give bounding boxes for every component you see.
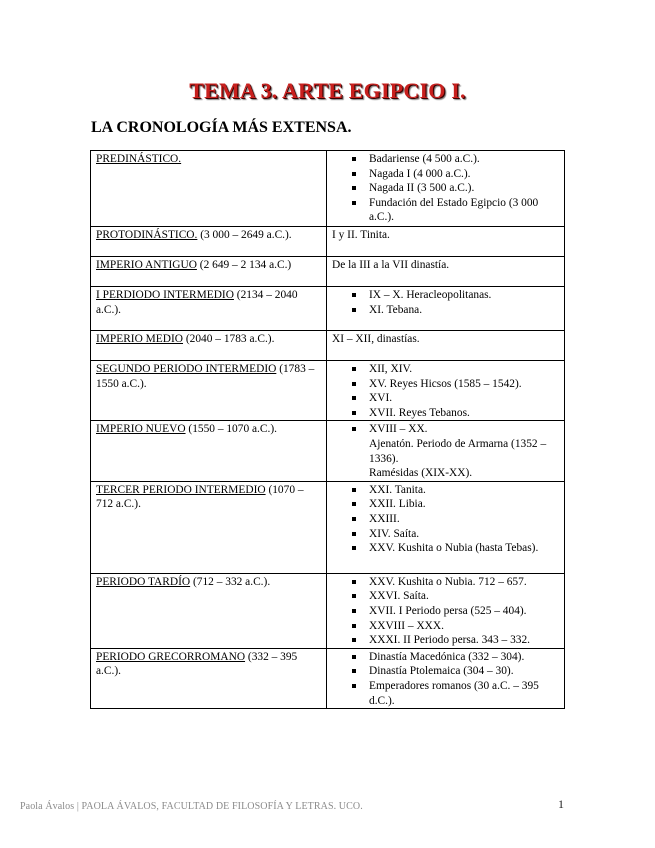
period-cell: [91, 481, 327, 573]
period-name: SEGUNDO PERIODO INTERMEDIO: [96, 363, 277, 375]
period-cell: [91, 421, 327, 481]
dynasty-cell: [327, 421, 565, 481]
period-range: (1783 – 1550 a.C.).: [96, 363, 315, 390]
dynasty-list: [332, 575, 560, 648]
list-item: XXVI. Saíta.: [369, 589, 560, 604]
dynasty-list: [332, 422, 560, 480]
document-title: TEMA 3. ARTE EGIPCIO I.: [189, 78, 466, 103]
list-item: Fundación del Estado Egipcio (3 000 a.C.).: [369, 196, 560, 225]
list-item: XXXI. II Periodo persa. 343 – 332.: [369, 633, 560, 648]
list-item: Badariense (4 500 a.C.).: [369, 152, 560, 167]
list-item: Nagada I (4 000 a.C.).: [369, 167, 560, 182]
period-name: IMPERIO MEDIO: [96, 333, 184, 345]
list-item: XII, XIV.: [369, 362, 560, 377]
dynasty-cell: [327, 257, 565, 287]
dynasty-cell: [327, 361, 565, 421]
table-row: [91, 421, 565, 481]
list-item: XI. Tebana.: [369, 303, 560, 318]
table-row: [91, 151, 565, 227]
period-cell: [91, 257, 327, 287]
section-heading: LA CRONOLOGÍA MÁS EXTENSA.: [91, 119, 352, 136]
list-item: XXII. Libia.: [369, 497, 560, 512]
table-row: [91, 287, 565, 331]
list-item: Dinastía Macedónica (332 – 304).: [369, 650, 560, 665]
chronology-table: [90, 150, 565, 709]
dynasty-list: [332, 362, 560, 420]
period-range: (2040 – 1783 a.C.).: [183, 333, 275, 345]
dynasty-cell: [327, 481, 565, 573]
period-cell: [91, 287, 327, 331]
period-name: TERCER PERIODO INTERMEDIO: [96, 483, 266, 496]
list-item: XXV. Kushita o Nubia. 712 – 657.: [369, 575, 560, 590]
period-name: IMPERIO ANTIGUO: [96, 259, 197, 271]
period-name: PERIODO TARDÍO: [96, 575, 191, 588]
period-name: PREDINÁSTICO.: [96, 153, 182, 165]
period-range: (332 – 395 a.C.).: [96, 650, 298, 678]
dynasty-text: De la III a la VII dinastía.: [332, 259, 450, 271]
dynasty-cell: [327, 331, 565, 361]
period-cell: [91, 648, 327, 708]
dynasty-list: [332, 483, 560, 556]
dynasty-list: [332, 152, 560, 225]
table-row: [91, 227, 565, 257]
period-range: (712 – 332 a.C.).: [190, 575, 271, 588]
list-item: XVIII – XX.: [369, 422, 560, 437]
dynasty-cell: [327, 573, 565, 648]
list-item: XXVIII – XXX.: [369, 619, 560, 634]
period-range: (1070 – 712 a.C.).: [96, 483, 304, 511]
list-item: XV. Reyes Hicsos (1585 – 1542).: [369, 377, 560, 392]
list-item: IX – X. Heracleopolitanas.: [369, 288, 560, 303]
period-name: IMPERIO NUEVO: [96, 423, 186, 436]
period-range: (2134 – 2040 a.C.).: [96, 289, 298, 316]
page-footer: Paola Ávalos | PAOLA ÁVALOS, FACULTAD DE FILOSOFÍA Y LETRAS. UCO.: [20, 801, 363, 812]
chronology-table-body: [91, 151, 565, 709]
list-item: XXV. Kushita o Nubia (hasta Tebas).: [369, 541, 560, 556]
table-row: [91, 573, 565, 648]
period-name: I PERDIODO INTERMEDIO: [96, 289, 234, 301]
list-item-continuation: Ajenatón. Periodo de Armarna (1352 – 1336).: [369, 437, 547, 465]
dynasty-text: XI – XII, dinastías.: [332, 333, 420, 345]
list-item: XXI. Tanita.: [369, 483, 560, 498]
dynasty-cell: [327, 287, 565, 331]
period-range: (1550 – 1070 a.C.).: [185, 423, 277, 436]
list-item: XVII. I Periodo persa (525 – 404).: [369, 604, 560, 619]
dynasty-cell: [327, 227, 565, 257]
period-cell: [91, 331, 327, 361]
list-item: XVI.: [369, 391, 560, 406]
list-item: Nagada II (3 500 a.C.).: [369, 181, 560, 196]
table-row: [91, 257, 565, 287]
list-item-continuation: Ramésidas (XIX-XX).: [369, 467, 473, 480]
dynasty-cell: [327, 648, 565, 708]
dynasty-list: [332, 650, 560, 708]
period-name: PROTODINÁSTICO.: [96, 229, 198, 241]
table-row: [91, 331, 565, 361]
period-range: (3 000 – 2649 a.C.).: [197, 229, 292, 241]
dynasty-list: [332, 288, 560, 317]
dynasty-cell: [327, 151, 565, 227]
table-row: [91, 648, 565, 708]
table-row: [91, 361, 565, 421]
period-name: PERIODO GRECORROMANO: [96, 650, 246, 663]
dynasty-text: I y II. Tinita.: [332, 229, 390, 241]
list-item: Dinastía Ptolemaica (304 – 30).: [369, 664, 560, 679]
list-item: Emperadores romanos (30 a.C. – 395 d.C.).: [369, 679, 560, 708]
period-cell: [91, 151, 327, 227]
period-cell: [91, 573, 327, 648]
table-row: [91, 481, 565, 573]
list-item: XVII. Reyes Tebanos.: [369, 406, 560, 421]
period-range: (2 649 – 2 134 a.C.): [196, 259, 292, 271]
period-cell: [91, 227, 327, 257]
list-item: XXIII.: [369, 512, 560, 527]
page-number: 1: [558, 797, 564, 811]
list-item: XIV. Saíta.: [369, 527, 560, 542]
period-cell: [91, 361, 327, 421]
